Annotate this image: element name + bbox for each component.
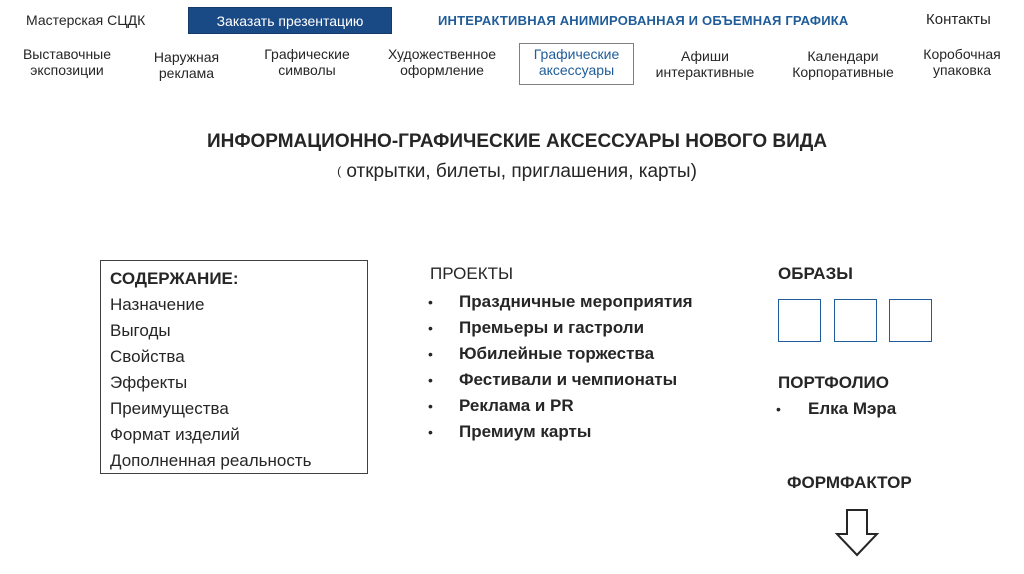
project-item[interactable] — [426, 315, 693, 341]
nav-label-line1: Художественное — [387, 46, 497, 62]
down-arrow-icon[interactable] — [834, 508, 880, 563]
project-label: Юбилейные торжества — [459, 344, 655, 363]
project-item[interactable] — [426, 393, 693, 419]
project-label: Фестивали и чемпионаты — [459, 370, 678, 389]
subtitle-open-paren: ( — [337, 164, 342, 178]
projects-list — [426, 289, 693, 445]
down-arrow-svg — [834, 508, 880, 558]
bullet: • — [776, 401, 781, 417]
nav-item-graphic-symbols[interactable] — [252, 46, 362, 78]
project-label: Реклама и PR — [459, 396, 574, 415]
nav-item-interactive-posters[interactable] — [642, 48, 768, 80]
nav-label-line2: реклама — [158, 65, 215, 81]
bullet: • — [428, 294, 433, 310]
nav-label-line1: Афиши — [681, 48, 729, 64]
project-label: Праздничные мероприятия — [459, 292, 693, 311]
contents-item[interactable]: Свойства — [110, 347, 185, 366]
nav-item-box-packaging[interactable] — [910, 46, 1014, 78]
nav-label-line1: Графические — [264, 46, 350, 62]
portfolio-item[interactable] — [774, 399, 896, 419]
nav-item-graphic-accessories[interactable] — [520, 46, 633, 78]
image-thumbnail[interactable] — [778, 299, 821, 342]
page-subtitle — [0, 161, 1024, 183]
bullet: • — [428, 372, 433, 388]
page-title: ИНФОРМАЦИОННО-ГРАФИЧЕСКИЕ АКСЕССУАРЫ НОВОГО ВИДА — [206, 131, 828, 152]
nav-label-line2: интерактивные — [655, 64, 755, 80]
project-label: Премиум карты — [459, 422, 592, 441]
nav-item-corporate-calendars[interactable] — [778, 48, 908, 80]
brand-link[interactable]: Мастерская СЦДК — [26, 12, 146, 28]
project-item[interactable] — [426, 419, 693, 445]
nav-label-line2: оформление — [400, 62, 484, 78]
subtitle-text: открытки, билеты, приглашения, карты) — [341, 161, 697, 182]
portfolio-label: Елка Мэра — [808, 399, 897, 418]
nav-label-line1: Наружная — [153, 49, 220, 65]
bullet: • — [428, 398, 433, 414]
nav-label-line1: Календари — [807, 48, 879, 64]
contents-panel — [100, 260, 368, 474]
contents-item[interactable]: Назначение — [110, 295, 205, 314]
formfactor-title: ФОРМФАКТОР — [787, 473, 912, 492]
contents-item[interactable]: Выгоды — [110, 321, 171, 340]
nav-item-outdoor-ads[interactable] — [134, 49, 239, 81]
nav-item-art-design[interactable] — [374, 46, 510, 78]
order-presentation-button[interactable]: Заказать презентацию — [188, 7, 392, 34]
nav-label-line2: аксессуары — [538, 62, 615, 78]
nav-label-line1: Коробочная — [923, 46, 1001, 62]
nav-label-line2: экспозиции — [30, 62, 104, 78]
bullet: • — [428, 424, 433, 440]
contacts-link[interactable]: Контакты — [926, 11, 991, 28]
nav-label-line2: упаковка — [932, 62, 992, 78]
contents-item[interactable]: Дополненная реальность — [110, 451, 312, 470]
project-item[interactable] — [426, 367, 693, 393]
project-label: Премьеры и гастроли — [459, 318, 645, 337]
image-thumbnail[interactable] — [889, 299, 932, 342]
images-title: ОБРАЗЫ — [778, 264, 853, 283]
interactive-graphics-link[interactable]: ИНТЕРАКТИВНАЯ АНИМИРОВАННАЯ И ОБЪЕМНАЯ ГРАФИКА — [438, 13, 849, 28]
project-item[interactable] — [426, 289, 693, 315]
contents-item[interactable]: Эффекты — [110, 373, 188, 392]
nav-label-line2: Корпоративные — [792, 64, 894, 80]
contents-item[interactable]: Преимущества — [110, 399, 229, 418]
nav-label-line1: Графические — [533, 46, 620, 62]
contents-title: СОДЕРЖАНИЕ: — [110, 269, 239, 288]
portfolio-title: ПОРТФОЛИО — [778, 373, 889, 392]
contents-item[interactable]: Формат изделий — [110, 425, 240, 444]
image-thumbnail[interactable] — [834, 299, 877, 342]
nav-label-line1: Выставочные — [22, 46, 112, 62]
project-item[interactable] — [426, 341, 693, 367]
nav-item-exhibitions[interactable] — [8, 46, 126, 78]
nav-label-line2: символы — [278, 62, 336, 78]
bullet: • — [428, 346, 433, 362]
bullet: • — [428, 320, 433, 336]
projects-title: ПРОЕКТЫ — [430, 264, 514, 283]
